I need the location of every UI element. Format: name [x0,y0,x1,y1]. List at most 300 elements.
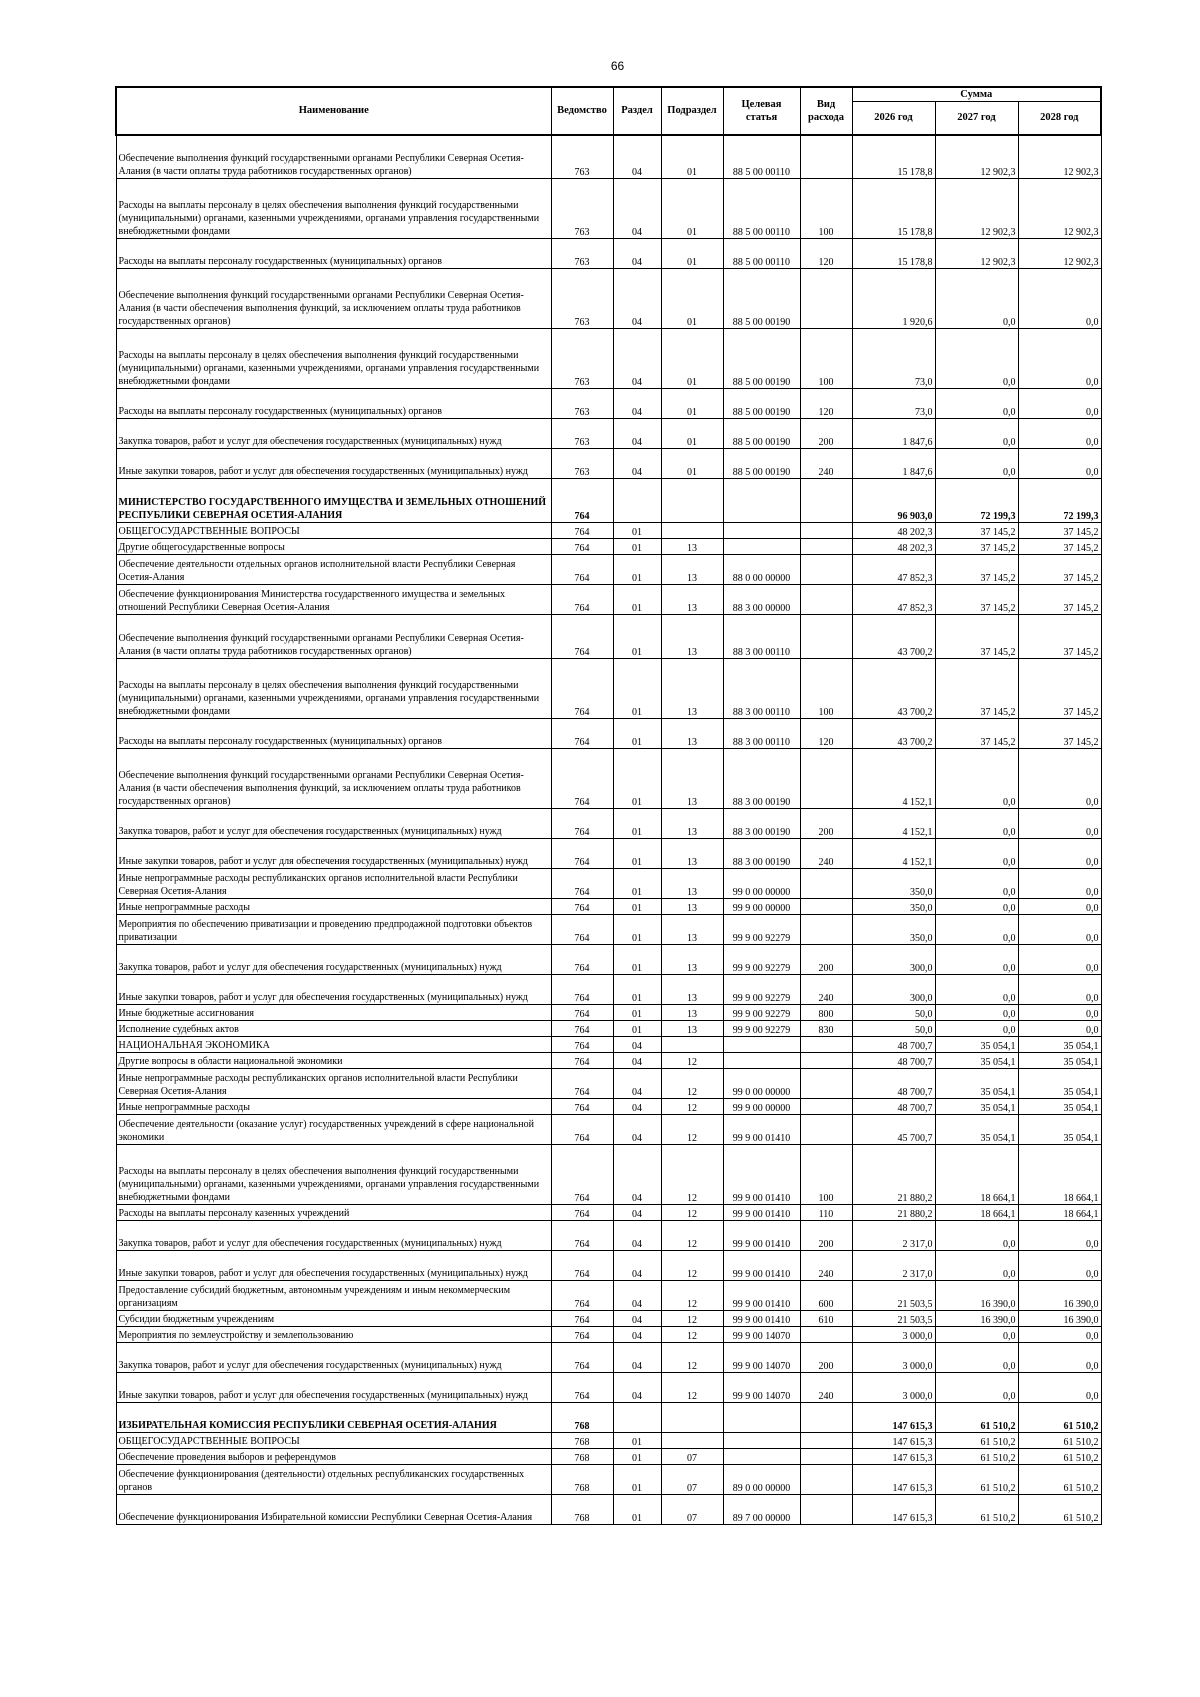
row-sum-2028: 0,0 [1018,389,1101,419]
row-sum-2026: 48 202,3 [852,539,935,555]
row-vedomstvo: 768 [551,1403,613,1433]
row-expense-type [800,269,852,329]
table-row [116,555,1101,585]
table-row [116,869,1101,899]
row-razdel: 01 [613,945,661,975]
row-target-article: 88 5 00 00190 [723,389,800,419]
row-name: Иные непрограммные расходы [116,899,551,915]
row-target-article: 88 5 00 00110 [723,179,800,239]
table-row [116,749,1101,809]
row-podrazdel: 12 [661,1205,723,1221]
row-sum-2026: 350,0 [852,915,935,945]
row-sum-2027: 12 902,3 [935,179,1018,239]
row-vedomstvo: 764 [551,839,613,869]
row-expense-type [800,1449,852,1465]
row-expense-type [800,869,852,899]
row-expense-type: 200 [800,419,852,449]
row-sum-2026: 2 317,0 [852,1221,935,1251]
row-expense-type [800,1069,852,1099]
row-sum-2026: 47 852,3 [852,555,935,585]
row-razdel: 01 [613,523,661,539]
row-target-article [723,1403,800,1433]
row-podrazdel: 07 [661,1449,723,1465]
row-vedomstvo: 768 [551,1465,613,1495]
table-row [116,1373,1101,1403]
row-sum-2026: 15 178,8 [852,239,935,269]
row-sum-2028: 72 199,3 [1018,479,1101,523]
row-razdel: 04 [613,419,661,449]
row-razdel: 04 [613,1281,661,1311]
row-podrazdel [661,1433,723,1449]
row-podrazdel [661,479,723,523]
row-sum-2026: 21 503,5 [852,1281,935,1311]
row-sum-2028: 37 145,2 [1018,659,1101,719]
row-razdel: 04 [613,1037,661,1053]
table-row [116,809,1101,839]
row-razdel: 01 [613,869,661,899]
row-name: Иные закупки товаров, работ и услуг для обеспечения государственных (муниципальных) нужд [116,449,551,479]
table-row [116,1433,1101,1449]
row-name: Предоставление субсидий бюджетным, автономным учреждениям и иным некоммерческим организациям [116,1281,551,1311]
table-row [116,1495,1101,1525]
row-razdel: 01 [613,915,661,945]
row-sum-2027: 35 054,1 [935,1115,1018,1145]
table-row [116,479,1101,523]
row-expense-type: 100 [800,179,852,239]
row-sum-2028: 61 510,2 [1018,1433,1101,1449]
row-name: Обеспечение функционирования Избирательной комиссии Республики Северная Осетия-Алания [116,1495,551,1525]
row-expense-type [800,749,852,809]
table-row [116,615,1101,659]
row-vedomstvo: 764 [551,1053,613,1069]
row-sum-2027: 72 199,3 [935,479,1018,523]
row-target-article: 88 5 00 00190 [723,449,800,479]
row-podrazdel: 12 [661,1221,723,1251]
row-sum-2027: 18 664,1 [935,1145,1018,1205]
row-name: Обеспечение выполнения функций государственными органами Республики Северная Осетия-Алания (в части оплаты труда работников государственных органов) [116,615,551,659]
row-name: Расходы на выплаты персоналу в целях обеспечения выполнения функций государственными (муниципальными) органами, казенными учреждениями, органами управления государственными внебюджетными фондами [116,179,551,239]
row-sum-2027: 0,0 [935,1343,1018,1373]
row-target-article: 99 9 00 92279 [723,1021,800,1037]
row-sum-2028: 0,0 [1018,915,1101,945]
row-sum-2027: 18 664,1 [935,1205,1018,1221]
row-sum-2026: 1 847,6 [852,449,935,479]
table-row [116,1037,1101,1053]
row-vedomstvo: 764 [551,585,613,615]
row-sum-2026: 45 700,7 [852,1115,935,1145]
row-sum-2027: 0,0 [935,329,1018,389]
row-vedomstvo: 764 [551,945,613,975]
row-razdel: 01 [613,659,661,719]
row-sum-2028: 35 054,1 [1018,1037,1101,1053]
row-target-article [723,1037,800,1053]
row-podrazdel: 13 [661,1021,723,1037]
header-year-2026: 2026 год [852,102,935,135]
row-sum-2027: 37 145,2 [935,615,1018,659]
row-name: Исполнение судебных актов [116,1021,551,1037]
row-sum-2027: 12 902,3 [935,135,1018,179]
row-target-article: 99 9 00 01410 [723,1115,800,1145]
row-podrazdel: 12 [661,1115,723,1145]
row-podrazdel: 12 [661,1311,723,1327]
row-name: Закупка товаров, работ и услуг для обеспечения государственных (муниципальных) нужд [116,809,551,839]
row-sum-2026: 147 615,3 [852,1433,935,1449]
row-target-article: 99 9 00 92279 [723,915,800,945]
row-podrazdel [661,1037,723,1053]
row-expense-type [800,523,852,539]
row-target-article [723,1433,800,1449]
row-sum-2028: 61 510,2 [1018,1403,1101,1433]
row-podrazdel: 12 [661,1281,723,1311]
row-expense-type: 240 [800,839,852,869]
row-sum-2026: 4 152,1 [852,809,935,839]
row-expense-type: 120 [800,719,852,749]
row-podrazdel: 12 [661,1099,723,1115]
row-target-article: 99 9 00 01410 [723,1281,800,1311]
row-sum-2027: 0,0 [935,915,1018,945]
row-razdel: 04 [613,135,661,179]
row-vedomstvo: 768 [551,1433,613,1449]
header-name: Наименование [116,87,551,135]
row-sum-2027: 61 510,2 [935,1465,1018,1495]
row-sum-2028: 18 664,1 [1018,1205,1101,1221]
row-sum-2028: 0,0 [1018,269,1101,329]
row-podrazdel: 13 [661,749,723,809]
row-name: Иные непрограммные расходы республиканских органов исполнительной власти Республики Северная Осетия-Алания [116,1069,551,1099]
row-name: Обеспечение деятельности (оказание услуг) государственных учреждений в сфере национальной экономики [116,1115,551,1145]
row-sum-2028: 0,0 [1018,1251,1101,1281]
table-row [116,1327,1101,1343]
row-podrazdel: 13 [661,869,723,899]
row-expense-type [800,1053,852,1069]
row-razdel: 01 [613,555,661,585]
row-sum-2027: 37 145,2 [935,539,1018,555]
row-expense-type: 200 [800,809,852,839]
row-sum-2028: 0,0 [1018,1221,1101,1251]
table-row [116,449,1101,479]
row-target-article: 99 9 00 01410 [723,1145,800,1205]
row-vedomstvo: 764 [551,1205,613,1221]
row-vedomstvo: 764 [551,523,613,539]
row-expense-type: 240 [800,449,852,479]
row-sum-2026: 96 903,0 [852,479,935,523]
table-row [116,975,1101,1005]
row-target-article [723,1449,800,1465]
row-target-article: 88 3 00 00110 [723,659,800,719]
row-sum-2027: 0,0 [935,1005,1018,1021]
row-podrazdel: 13 [661,1005,723,1021]
row-vedomstvo: 764 [551,1145,613,1205]
row-vedomstvo: 763 [551,389,613,419]
row-sum-2028: 0,0 [1018,899,1101,915]
row-sum-2026: 300,0 [852,975,935,1005]
row-sum-2028: 12 902,3 [1018,135,1101,179]
row-sum-2027: 35 054,1 [935,1053,1018,1069]
table-row [116,1281,1101,1311]
table-row [116,899,1101,915]
row-name: Иные закупки товаров, работ и услуг для обеспечения государственных (муниципальных) нужд [116,1373,551,1403]
row-vedomstvo: 764 [551,975,613,1005]
row-razdel: 04 [613,179,661,239]
row-name: Иные непрограммные расходы [116,1099,551,1115]
row-sum-2027: 0,0 [935,809,1018,839]
row-sum-2028: 0,0 [1018,975,1101,1005]
row-name: Расходы на выплаты персоналу в целях обеспечения выполнения функций государственными (муниципальными) органами, казенными учреждениями, органами управления государственными внебюджетными фондами [116,659,551,719]
row-name: Иные закупки товаров, работ и услуг для обеспечения государственных (муниципальных) нужд [116,1251,551,1281]
row-name: Закупка товаров, работ и услуг для обеспечения государственных (муниципальных) нужд [116,1221,551,1251]
row-expense-type [800,585,852,615]
row-sum-2027: 37 145,2 [935,719,1018,749]
row-sum-2026: 15 178,8 [852,179,935,239]
row-podrazdel [661,1403,723,1433]
row-target-article: 99 9 00 92279 [723,975,800,1005]
row-name: Иные закупки товаров, работ и услуг для обеспечения государственных (муниципальных) нужд [116,975,551,1005]
row-sum-2028: 0,0 [1018,1373,1101,1403]
row-podrazdel: 13 [661,899,723,915]
row-razdel: 01 [613,1465,661,1495]
row-expense-type: 100 [800,329,852,389]
row-target-article: 99 9 00 00000 [723,1099,800,1115]
row-sum-2028: 37 145,2 [1018,615,1101,659]
header-razdel: Раздел [613,87,661,135]
row-podrazdel: 12 [661,1053,723,1069]
row-name: Расходы на выплаты персоналу государственных (муниципальных) органов [116,239,551,269]
row-sum-2026: 50,0 [852,1005,935,1021]
row-target-article: 89 7 00 00000 [723,1495,800,1525]
row-sum-2027: 61 510,2 [935,1403,1018,1433]
row-target-article: 88 3 00 00110 [723,719,800,749]
row-sum-2027: 0,0 [935,869,1018,899]
row-name: Закупка товаров, работ и услуг для обеспечения государственных (муниципальных) нужд [116,1343,551,1373]
row-target-article: 99 9 00 01410 [723,1251,800,1281]
row-sum-2026: 3 000,0 [852,1343,935,1373]
row-sum-2027: 61 510,2 [935,1495,1018,1525]
row-sum-2027: 0,0 [935,1021,1018,1037]
row-sum-2028: 0,0 [1018,869,1101,899]
row-vedomstvo: 764 [551,899,613,915]
row-podrazdel [661,523,723,539]
row-razdel: 04 [613,1069,661,1099]
row-sum-2028: 35 054,1 [1018,1099,1101,1115]
row-sum-2027: 16 390,0 [935,1311,1018,1327]
row-podrazdel: 12 [661,1327,723,1343]
page-number: 66 [610,59,625,73]
table-row [116,1069,1101,1099]
row-sum-2027: 16 390,0 [935,1281,1018,1311]
table-row [116,1343,1101,1373]
row-vedomstvo: 764 [551,809,613,839]
row-vedomstvo: 763 [551,135,613,179]
row-sum-2028: 18 664,1 [1018,1145,1101,1205]
row-sum-2028: 37 145,2 [1018,555,1101,585]
table-row [116,539,1101,555]
row-podrazdel: 07 [661,1465,723,1495]
row-target-article: 99 0 00 00000 [723,869,800,899]
row-sum-2028: 0,0 [1018,809,1101,839]
row-sum-2026: 147 615,3 [852,1495,935,1525]
row-expense-type [800,539,852,555]
row-target-article [723,479,800,523]
row-vedomstvo: 763 [551,419,613,449]
row-razdel: 04 [613,1343,661,1373]
row-expense-type: 120 [800,239,852,269]
row-podrazdel: 01 [661,269,723,329]
row-expense-type [800,1115,852,1145]
row-vedomstvo: 764 [551,1221,613,1251]
row-podrazdel: 13 [661,839,723,869]
row-razdel: 01 [613,615,661,659]
table-row [116,419,1101,449]
table-row [116,1021,1101,1037]
row-name: ОБЩЕГОСУДАРСТВЕННЫЕ ВОПРОСЫ [116,1433,551,1449]
table-row [116,585,1101,615]
table-row [116,1005,1101,1021]
row-target-article: 88 5 00 00110 [723,239,800,269]
row-name: Обеспечение выполнения функций государственными органами Республики Северная Осетия-Алания (в части обеспечения выполнения функций, за исключением оплаты труда работников государственных органов) [116,269,551,329]
row-podrazdel: 12 [661,1069,723,1099]
row-sum-2027: 12 902,3 [935,239,1018,269]
row-sum-2026: 4 152,1 [852,839,935,869]
row-vedomstvo: 764 [551,1005,613,1021]
row-podrazdel: 13 [661,585,723,615]
row-vedomstvo: 763 [551,239,613,269]
row-sum-2026: 350,0 [852,869,935,899]
row-podrazdel: 13 [661,539,723,555]
row-target-article: 99 9 00 01410 [723,1221,800,1251]
row-sum-2028: 35 054,1 [1018,1115,1101,1145]
row-razdel: 04 [613,1099,661,1115]
row-expense-type: 240 [800,1251,852,1281]
row-expense-type [800,1037,852,1053]
row-name: Закупка товаров, работ и услуг для обеспечения государственных (муниципальных) нужд [116,419,551,449]
row-expense-type [800,1495,852,1525]
row-target-article: 88 3 00 00190 [723,809,800,839]
row-target-article: 88 3 00 00190 [723,839,800,869]
row-podrazdel: 01 [661,389,723,419]
row-razdel: 01 [613,839,661,869]
row-sum-2027: 0,0 [935,945,1018,975]
header-year-2028: 2028 год [1018,102,1101,135]
row-expense-type: 200 [800,1343,852,1373]
row-razdel: 01 [613,899,661,915]
row-expense-type [800,1403,852,1433]
table-row [116,1403,1101,1433]
row-vedomstvo: 764 [551,749,613,809]
row-sum-2027: 0,0 [935,1373,1018,1403]
row-expense-type [800,1099,852,1115]
row-target-article: 88 5 00 00110 [723,135,800,179]
header-sum: Сумма [852,87,1101,102]
row-sum-2027: 0,0 [935,839,1018,869]
row-name: Иные непрограммные расходы республиканских органов исполнительной власти Республики Северная Осетия-Алания [116,869,551,899]
row-name: Расходы на выплаты персоналу государственных (муниципальных) органов [116,719,551,749]
header-podrazdel: Подраздел [661,87,723,135]
row-razdel: 04 [613,1115,661,1145]
row-name: Обеспечение функционирования (деятельности) отдельных республиканских государственных органов [116,1465,551,1495]
row-expense-type: 600 [800,1281,852,1311]
row-sum-2028: 0,0 [1018,839,1101,869]
row-podrazdel: 12 [661,1145,723,1205]
row-razdel: 04 [613,1373,661,1403]
row-expense-type: 100 [800,1145,852,1205]
table-row [116,269,1101,329]
row-name: ОБЩЕГОСУДАРСТВЕННЫЕ ВОПРОСЫ [116,523,551,539]
row-name: Субсидии бюджетным учреждениям [116,1311,551,1327]
table-row [116,1115,1101,1145]
row-vedomstvo: 768 [551,1449,613,1465]
row-razdel: 04 [613,329,661,389]
row-target-article: 88 5 00 00190 [723,419,800,449]
row-sum-2026: 47 852,3 [852,585,935,615]
table-row [116,1205,1101,1221]
row-podrazdel: 12 [661,1251,723,1281]
row-sum-2026: 350,0 [852,899,935,915]
row-name: ИЗБИРАТЕЛЬНАЯ КОМИССИЯ РЕСПУБЛИКИ СЕВЕРНАЯ ОСЕТИЯ-АЛАНИЯ [116,1403,551,1433]
row-razdel: 01 [613,809,661,839]
table-row [116,659,1101,719]
table-row [116,1465,1101,1495]
row-vedomstvo: 764 [551,479,613,523]
row-sum-2028: 35 054,1 [1018,1069,1101,1099]
row-podrazdel: 13 [661,719,723,749]
row-vedomstvo: 764 [551,539,613,555]
row-expense-type: 200 [800,945,852,975]
row-podrazdel: 01 [661,239,723,269]
row-podrazdel: 13 [661,659,723,719]
row-name: Обеспечение выполнения функций государственными органами Республики Северная Осетия-Алания (в части обеспечения выполнения функций, за исключением оплаты труда работников государственных органов) [116,749,551,809]
row-sum-2028: 61 510,2 [1018,1449,1101,1465]
row-name: НАЦИОНАЛЬНАЯ ЭКОНОМИКА [116,1037,551,1053]
table-row [116,915,1101,945]
row-sum-2026: 147 615,3 [852,1465,935,1495]
row-sum-2027: 35 054,1 [935,1037,1018,1053]
table-row [116,839,1101,869]
row-target-article: 99 0 00 00000 [723,1069,800,1099]
table-row [116,1099,1101,1115]
row-sum-2027: 35 054,1 [935,1099,1018,1115]
row-razdel: 04 [613,1053,661,1069]
row-sum-2027: 0,0 [935,449,1018,479]
row-podrazdel: 01 [661,135,723,179]
row-sum-2026: 21 880,2 [852,1145,935,1205]
row-sum-2028: 35 054,1 [1018,1053,1101,1069]
row-sum-2026: 21 503,5 [852,1311,935,1327]
row-sum-2026: 48 700,7 [852,1053,935,1069]
row-vedomstvo: 764 [551,615,613,659]
row-expense-type: 110 [800,1205,852,1221]
row-sum-2026: 300,0 [852,945,935,975]
row-name: Мероприятия по обеспечению приватизации и проведению предпродажной подготовки объектов приватизации [116,915,551,945]
row-sum-2028: 0,0 [1018,1343,1101,1373]
row-target-article: 99 9 00 01410 [723,1205,800,1221]
row-sum-2027: 35 054,1 [935,1069,1018,1099]
row-target-article: 99 9 00 01410 [723,1311,800,1327]
row-expense-type [800,1465,852,1495]
table-header [116,87,1101,135]
row-expense-type [800,1327,852,1343]
row-vedomstvo: 764 [551,555,613,585]
row-sum-2028: 37 145,2 [1018,539,1101,555]
row-target-article: 99 9 00 92279 [723,1005,800,1021]
table-row [116,1311,1101,1327]
table-row [116,179,1101,239]
row-vedomstvo: 763 [551,329,613,389]
row-razdel: 04 [613,1327,661,1343]
row-name: Расходы на выплаты персоналу казенных учреждений [116,1205,551,1221]
row-target-article [723,539,800,555]
row-target-article: 88 0 00 00000 [723,555,800,585]
row-sum-2026: 15 178,8 [852,135,935,179]
